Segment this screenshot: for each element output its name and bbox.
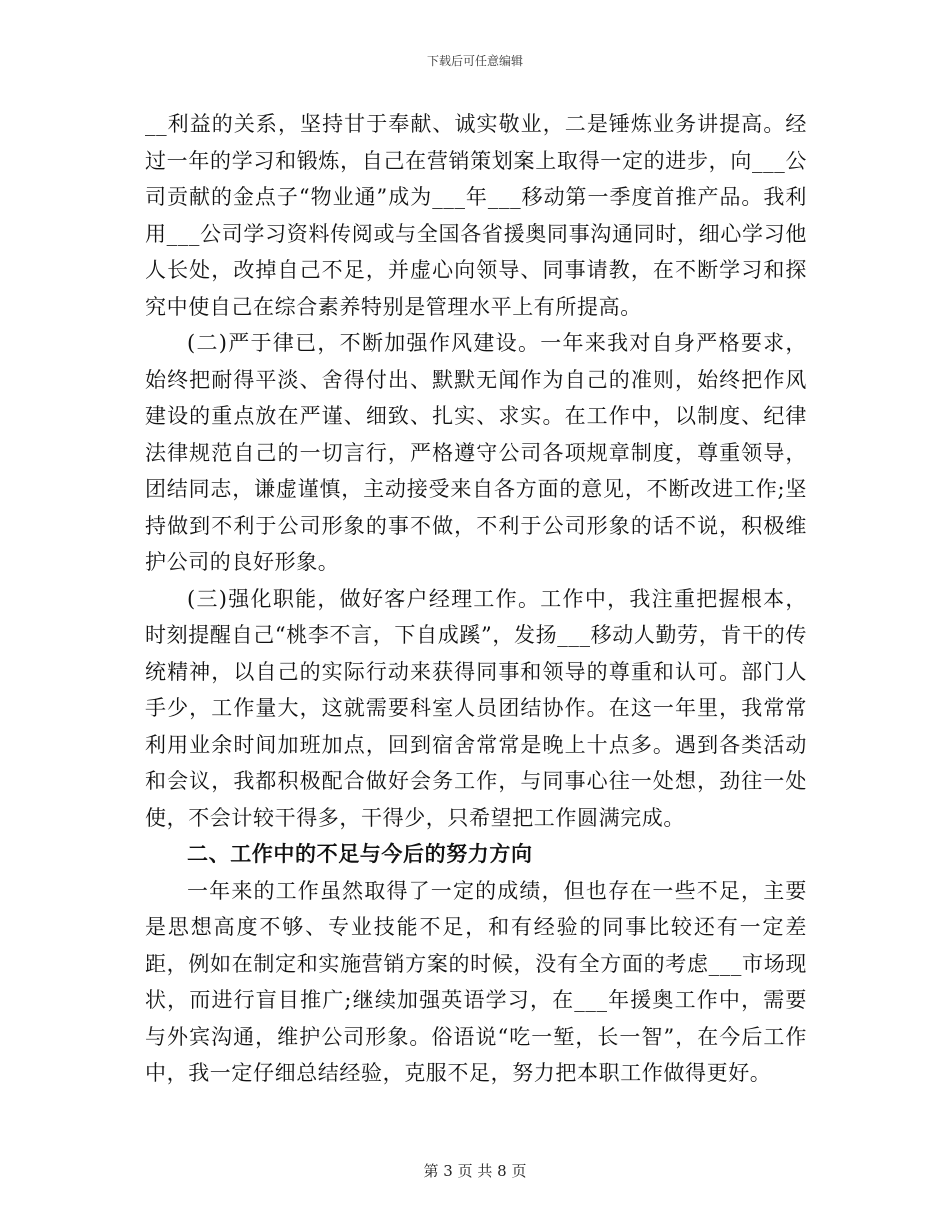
page-header: 下载后可任意编辑	[426, 54, 523, 68]
page-footer: 第 3 页 共 8 页	[423, 1162, 527, 1180]
paragraph-self-discipline: (二)严于律已，不断加强作风建设。一年来我对自身严格要求，始终把耐得平淡、舍得付出、默默无闻作为自己的准则，始终把作风建设的重点放在严谨、细致、扎实、求实。在工作中，以制度、纪律法律规范自己的一切言行，严格遵守公司各项规章制度，尊重领导，团结同志，谦虚谨慎，主动接受来自各方面的意见，不断改进工作;坚持做到不利于公司形象的事不做，不利于公司形象的话不说，积极维护公司的良好形象。	[145, 331, 807, 574]
paragraph-continuation: __利益的关系，坚持甘于奉献、诚实敬业，二是锤炼业务讲提高。经过一年的学习和锻炼，自己在营销策划案上取得一定的进步，向___公司贡献的金点子“物业通”成为___年___移动第一季度首推产品。我利用___公司学习资料传阅或与全国各省援奥同事沟通同时，细心学习他人长处，改掉自己不足，并虚心向领导、同事请教，在不断学习和探究中使自己在综合素养特别是管理水平上有所提高。	[145, 112, 807, 319]
document-body	[145, 106, 807, 1092]
section-heading: 二、工作中的不足与今后的努力方向	[187, 841, 533, 866]
paragraph-shortcomings: 一年来的工作虽然取得了一定的成绩，但也存在一些不足，主要是思想高度不够、专业技能不足，和有经验的同事比较还有一定差距，例如在制定和实施营销方案的时候，没有全方面的考虑___市场现状，而进行盲目推广;继续加强英语学习，在___年援奥工作中，需要与外宾沟通，维护公司形象。俗语说“吃一堑，长一智”，在今后工作中，我一定仔细总结经验，克服不足，努力把本职工作做得更好。	[145, 878, 807, 1085]
paragraph-client-manager: (三)强化职能，做好客户经理工作。工作中，我注重把握根本，时刻提醒自己“桃李不言，下自成蹊”，发扬___移动人勤劳，肯干的传统精神，以自己的实际行动来获得同事和领导的尊重和认可。部门人手少，工作量大，这就需要科室人员团结协作。在这一年里，我常常利用业余时间加班加点，回到宿舍常常是晚上十点多。遇到各类活动和会议，我都积极配合做好会务工作，与同事心往一处想，劲往一处使，不会计较干得多，干得少，只希望把工作圆满完成。	[145, 586, 807, 830]
